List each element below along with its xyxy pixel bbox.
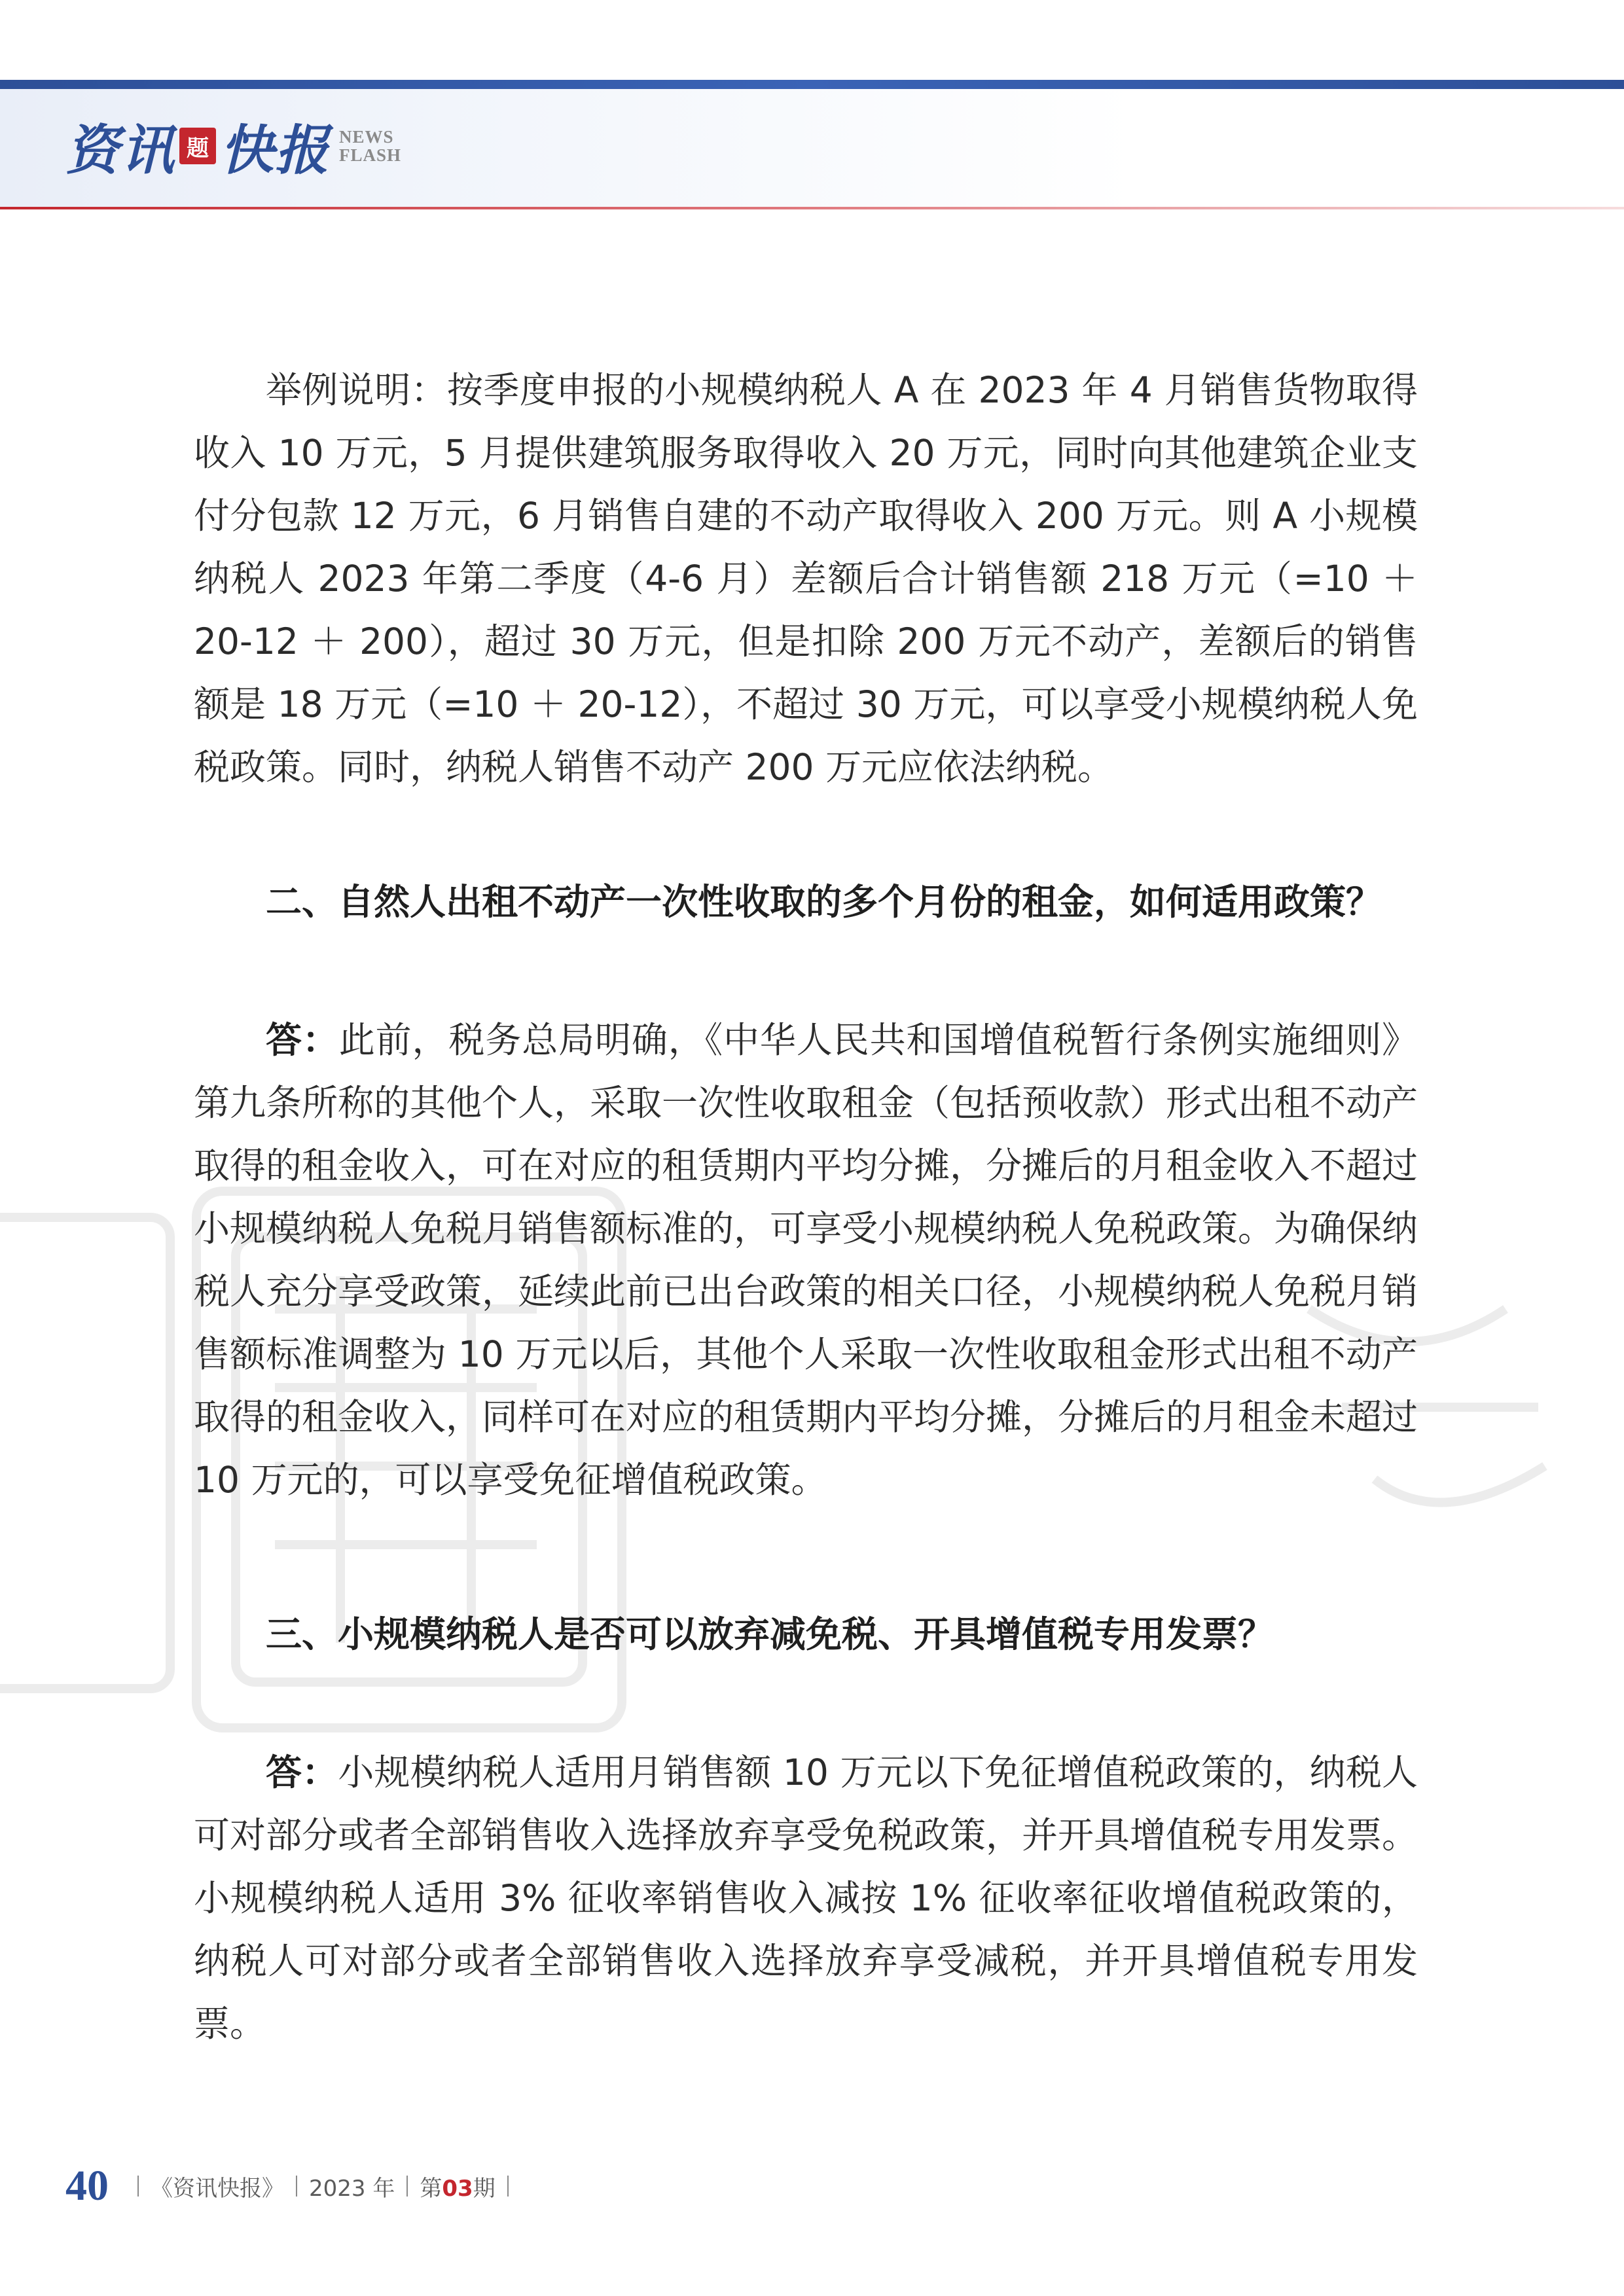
question-3-answer bbox=[194, 1741, 1418, 2055]
answer-text: 小规模纳税人适用月销售额 10 万元以下免征增值税政策的，纳税人可对部分或者全部销售收入选择放弃享受免税政策，并开具增值税专用发票。小规模纳税人适用 3% 征收率销售收入减按 1% 征收率征收增值税政策的，纳税人可对部分或者全部销售收入选择放弃享受减税，并开具增值税专用发票。 bbox=[194, 1751, 1418, 2045]
article-body bbox=[194, 359, 1418, 2055]
issue-number: 03 bbox=[442, 2175, 473, 2202]
page-footer bbox=[65, 2160, 520, 2212]
footer-separator bbox=[507, 2176, 509, 2197]
issue-prefix: 第 bbox=[420, 2175, 442, 2202]
page-number: 40 bbox=[65, 2162, 109, 2210]
example-paragraph: 举例说明：按季度申报的小规模纳税人 A 在 2023 年 4 月销售货物取得收入 10 万元，5 月提供建筑服务取得收入 20 万元，同时向其他建筑企业支付分包款 12 万元，6 月销售自建的不动产取得收入 200 万元。则 A 小规模纳税人 2023 年第二季度（4-6 月）差额后合计销售额 218 万元（=10 ＋ 20-12 ＋ 200），超过 30 万元，但是扣除 200 万元不动产，差额后的销售额是 18 万元（=10 ＋ 20-12），不超过 30 万元，可以享受小规模纳税人免税政策。同时，纳税人销售不动产 200 万元应依法纳税。 bbox=[194, 369, 1418, 788]
footer-separator bbox=[137, 2176, 139, 2197]
header-divider bbox=[0, 207, 1624, 209]
issue-suffix: 期 bbox=[473, 2175, 496, 2202]
header-top-bar bbox=[0, 80, 1624, 89]
logo-english bbox=[339, 128, 401, 164]
answer-label: 答： bbox=[266, 1751, 338, 1793]
logo-text-part1: 资讯 bbox=[65, 118, 175, 182]
question-2-heading: 二、自然人出租不动产一次性收取的多个月份的租金，如何适用政策？ bbox=[266, 881, 1382, 923]
question-2-answer bbox=[194, 1009, 1418, 1511]
masthead-logo bbox=[65, 110, 401, 182]
publication-year: 2023 年 bbox=[309, 2175, 395, 2202]
logo-seal-icon: 题 bbox=[179, 128, 216, 164]
answer-text: 此前，税务总局明确，《中华人民共和国增值税暂行条例实施细则》第九条所称的其他个人，采取一次性收取租金（包括预收款）形式出租不动产取得的租金收入，可在对应的租赁期内平均分摊，分摊后的月租金收入不超过小规模纳税人免税月销售额标准的，可享受小规模纳税人免税政策。为确保纳税人充分享受政策，延续此前已出台政策的相关口径，小规模纳税人免税月销售额标准调整为 10 万元以后，其他个人采取一次性收取租金形式出租不动产取得的租金收入，同样可在对应的租赁期内平均分摊，分摊后的月租金未超过 10 万元的，可以享受免征增值税政策。 bbox=[194, 1019, 1418, 1501]
question-3-heading: 三、小规模纳税人是否可以放弃减免税、开具增值税专用发票？ bbox=[266, 1613, 1274, 1655]
logo-english-line1: NEWS bbox=[339, 127, 394, 147]
logo-english-line2: FLASH bbox=[339, 145, 402, 165]
issue-label bbox=[420, 2170, 495, 2202]
footer-separator bbox=[406, 2176, 408, 2197]
footer-separator bbox=[296, 2176, 297, 2197]
answer-label: 答： bbox=[266, 1019, 339, 1061]
logo-text-part2: 快报 bbox=[220, 118, 330, 182]
publication-name: 《资讯快报》 bbox=[151, 2175, 284, 2202]
